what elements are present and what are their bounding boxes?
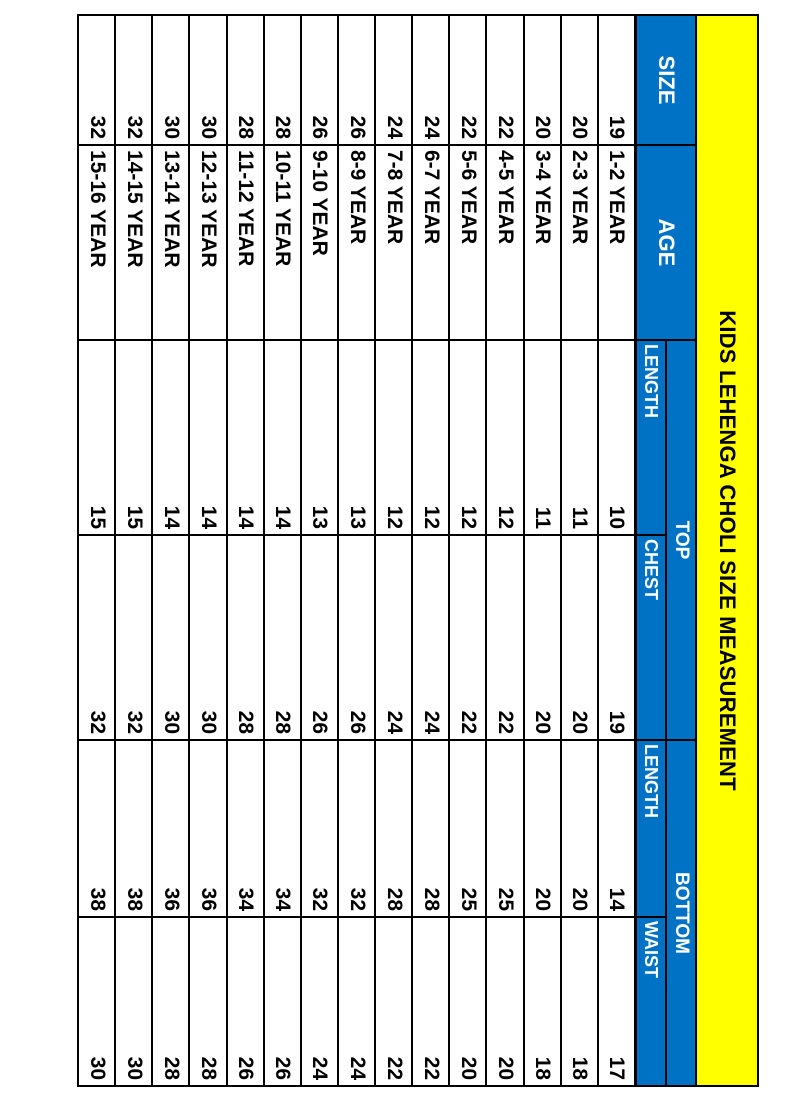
cell-waist: 17	[598, 917, 636, 1086]
table-row	[152, 15, 189, 1086]
cell-top-length: 13	[301, 340, 338, 535]
header-bottom-waist: WAIST	[636, 917, 667, 1086]
cell-chest: 32	[78, 535, 115, 740]
cell-top-length: 13	[338, 340, 375, 535]
header-top-length: LENGTH	[636, 340, 667, 535]
table-row	[227, 15, 264, 1086]
cell-top-length: 14	[264, 340, 301, 535]
cell-bottom-length: 36	[189, 740, 226, 917]
cell-top-length: 14	[227, 340, 264, 535]
cell-age: 15-16 YEAR	[78, 145, 115, 340]
cell-chest: 24	[412, 535, 449, 740]
cell-bottom-length: 34	[227, 740, 264, 917]
cell-size: 24	[375, 15, 412, 145]
cell-bottom-length: 14	[598, 740, 636, 917]
table-row	[561, 15, 598, 1086]
cell-top-length: 15	[115, 340, 152, 535]
cell-top-length: 14	[189, 340, 226, 535]
cell-bottom-length: 32	[338, 740, 375, 917]
cell-top-length: 12	[375, 340, 412, 535]
cell-bottom-length: 28	[412, 740, 449, 917]
cell-waist: 18	[524, 917, 561, 1086]
size-table	[77, 14, 759, 1087]
page-title: KIDS LEHENGA CHOLI SIZE MEASUREMENT	[696, 15, 758, 1086]
table-body	[78, 15, 636, 1086]
header-size: SIZE	[636, 15, 697, 145]
cell-chest: 32	[115, 535, 152, 740]
table-row	[375, 15, 412, 1086]
cell-size: 19	[598, 15, 636, 145]
table-row	[449, 15, 486, 1086]
cell-size: 30	[189, 15, 226, 145]
cell-bottom-length: 38	[78, 740, 115, 917]
cell-age: 2-3 YEAR	[561, 145, 598, 340]
cell-waist: 26	[227, 917, 264, 1086]
cell-top-length: 15	[78, 340, 115, 535]
cell-age: 14-15 YEAR	[115, 145, 152, 340]
cell-age: 8-9 YEAR	[338, 145, 375, 340]
header-bottom: BOTTOM	[666, 740, 696, 1086]
cell-size: 20	[561, 15, 598, 145]
cell-top-length: 10	[598, 340, 636, 535]
cell-age: 5-6 YEAR	[449, 145, 486, 340]
cell-chest: 28	[227, 535, 264, 740]
cell-size: 28	[227, 15, 264, 145]
cell-age: 3-4 YEAR	[524, 145, 561, 340]
table-row	[78, 15, 115, 1086]
cell-waist: 30	[78, 917, 115, 1086]
cell-waist: 24	[338, 917, 375, 1086]
cell-bottom-length: 34	[264, 740, 301, 917]
table-row	[486, 15, 523, 1086]
table-row	[598, 15, 636, 1086]
table-row	[412, 15, 449, 1086]
cell-waist: 20	[449, 917, 486, 1086]
cell-chest: 26	[338, 535, 375, 740]
cell-age: 1-2 YEAR	[598, 145, 636, 340]
cell-bottom-length: 38	[115, 740, 152, 917]
cell-waist: 22	[412, 917, 449, 1086]
cell-waist: 26	[264, 917, 301, 1086]
header-top-chest: CHEST	[636, 535, 667, 740]
cell-top-length: 11	[524, 340, 561, 535]
cell-age: 13-14 YEAR	[152, 145, 189, 340]
table-row	[115, 15, 152, 1086]
cell-bottom-length: 36	[152, 740, 189, 917]
cell-waist: 18	[561, 917, 598, 1086]
cell-size: 24	[412, 15, 449, 145]
cell-chest: 22	[449, 535, 486, 740]
cell-size: 30	[152, 15, 189, 145]
cell-top-length: 12	[486, 340, 523, 535]
cell-size: 22	[449, 15, 486, 145]
cell-size: 32	[78, 15, 115, 145]
cell-top-length: 14	[152, 340, 189, 535]
cell-chest: 26	[301, 535, 338, 740]
cell-size: 22	[486, 15, 523, 145]
table-row	[189, 15, 226, 1086]
cell-top-length: 11	[561, 340, 598, 535]
cell-chest: 30	[152, 535, 189, 740]
cell-size: 26	[301, 15, 338, 145]
cell-size: 26	[338, 15, 375, 145]
cell-bottom-length: 20	[524, 740, 561, 917]
cell-waist: 24	[301, 917, 338, 1086]
cell-waist: 22	[375, 917, 412, 1086]
cell-chest: 19	[598, 535, 636, 740]
cell-age: 4-5 YEAR	[486, 145, 523, 340]
table-row	[301, 15, 338, 1086]
cell-age: 9-10 YEAR	[301, 145, 338, 340]
cell-waist: 28	[189, 917, 226, 1086]
cell-bottom-length: 32	[301, 740, 338, 917]
header-top: TOP	[666, 340, 696, 740]
table-row	[264, 15, 301, 1086]
cell-size: 20	[524, 15, 561, 145]
cell-top-length: 12	[412, 340, 449, 535]
cell-waist: 28	[152, 917, 189, 1086]
cell-age: 10-11 YEAR	[264, 145, 301, 340]
table-row	[524, 15, 561, 1086]
cell-bottom-length: 25	[449, 740, 486, 917]
cell-bottom-length: 20	[561, 740, 598, 917]
cell-age: 12-13 YEAR	[189, 145, 226, 340]
cell-chest: 22	[486, 535, 523, 740]
cell-bottom-length: 25	[486, 740, 523, 917]
cell-waist: 20	[486, 917, 523, 1086]
cell-top-length: 12	[449, 340, 486, 535]
cell-chest: 20	[524, 535, 561, 740]
cell-chest: 24	[375, 535, 412, 740]
cell-waist: 30	[115, 917, 152, 1086]
cell-age: 7-8 YEAR	[375, 145, 412, 340]
cell-size: 28	[264, 15, 301, 145]
header-age: AGE	[636, 145, 697, 340]
cell-age: 6-7 YEAR	[412, 145, 449, 340]
cell-chest: 30	[189, 535, 226, 740]
cell-chest: 20	[561, 535, 598, 740]
cell-chest: 28	[264, 535, 301, 740]
cell-size: 32	[115, 15, 152, 145]
table-row	[338, 15, 375, 1086]
cell-bottom-length: 28	[375, 740, 412, 917]
cell-age: 11-12 YEAR	[227, 145, 264, 340]
header-bottom-length: LENGTH	[636, 740, 667, 917]
